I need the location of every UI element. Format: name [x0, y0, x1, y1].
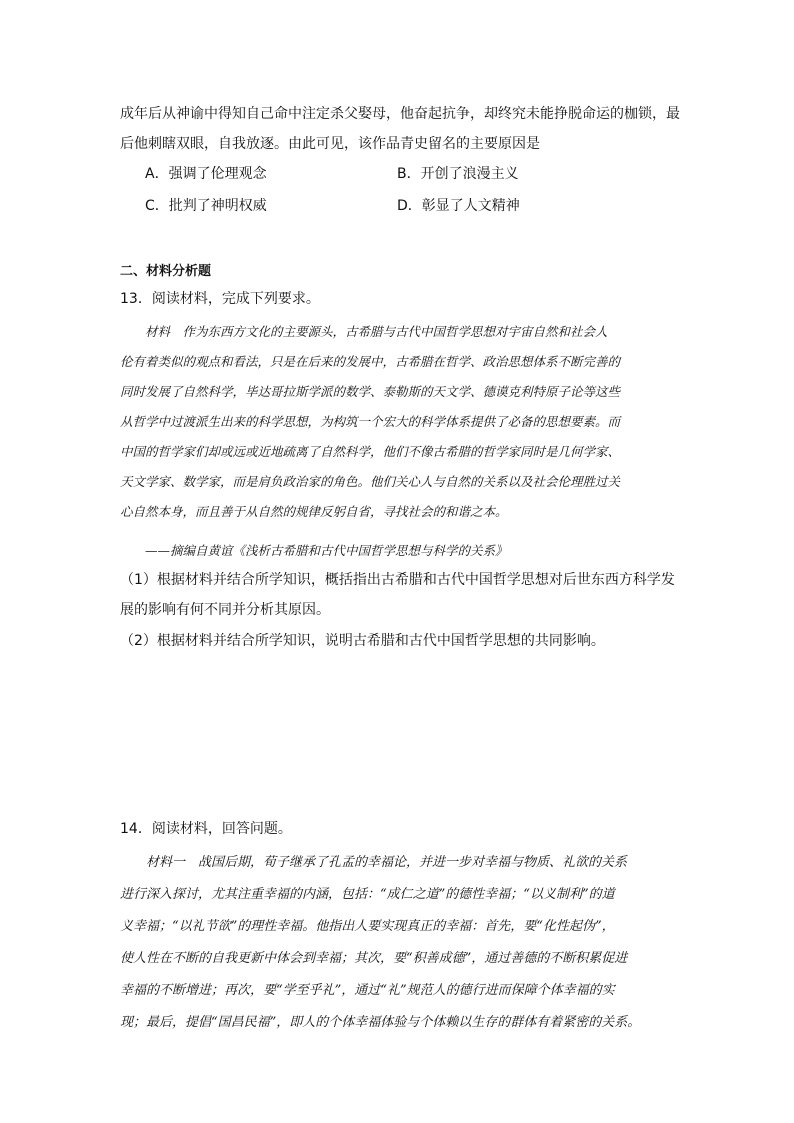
- q14-material-line: 义幸福；“以礼节欲”的理性幸福。他指出人要实现真正的幸福：首先，要“化性起伪”，: [120, 919, 615, 934]
- q13-subquestion-1-line-1: （1）根据材料并结合所学知识，概括指出古希腊和古代中国哲学思想对后世东西方科学发: [120, 572, 675, 588]
- q12-option-d: D．彰显了人文精神: [397, 198, 520, 214]
- q14-material-line: 使人性在不断的自我更新中体会到幸福；其次，要“积善成德”，通过善德的不断积累促进: [120, 951, 628, 966]
- q14-material-line: 进行深入探讨，尤其注重幸福的内涵，包括：“成仁之道”的德性幸福；“以义制利”的道: [120, 887, 615, 902]
- q13-material-line: 中国的哲学家们却或远或近地疏离了自然科学，他们不像古希腊的哲学家同时是几何学家、: [120, 444, 621, 459]
- q13-stem: 13．阅读材料，完成下列要求。: [120, 291, 320, 307]
- q12-stem-line-1: 成年后从神谕中得知自己命中注定杀父娶母，他奋起抗争，却终究未能挣脱命运的枷锁，最: [120, 106, 680, 122]
- q14-material-line: 幸福的不断增进；再次，要“学至乎礼”，通过“礼”规范人的德行进而保障个体幸福的实: [120, 983, 615, 998]
- q13-material-line: 从哲学中过渡派生出来的科学思想，为构筑一个宏大的科学体系提供了必备的思想要素。而: [120, 414, 621, 429]
- q12-option-b: B．开创了浪漫主义: [397, 166, 519, 182]
- q13-material-line: 同时发展了自然科学，毕达哥拉斯学派的数学、泰勒斯的天文学、德谟克利特原子论等这些: [120, 384, 621, 399]
- q13-material-line: 伦有着类似的观点和看法，只是在后来的发展中，古希腊在哲学、政治思想体系不断完善的: [120, 354, 621, 369]
- q13-source: ——摘编自黄谊《浅析古希腊和古代中国哲学思想与科学的关系》: [145, 543, 508, 558]
- section-heading: 二、材料分析题: [120, 264, 212, 279]
- q12-option-a: A．强调了伦理观念: [145, 166, 267, 182]
- q13-material-line: 材料 作为东西方文化的主要源头，古希腊与古代中国哲学思想对宇宙自然和社会人: [120, 324, 608, 339]
- q14-material-line: 现；最后，提倡“国昌民福”，即人的个体幸福体验与个体赖以生存的群体有着紧密的关系。: [120, 1015, 641, 1030]
- q14-material-line: 材料一 战国后期，荀子继承了孔孟的幸福论，并进一步对幸福与物质、礼欲的关系: [120, 855, 628, 870]
- q12-stem-line-2: 后他刺瞎双眼，自我放逐。由此可见，该作品青史留名的主要原因是: [120, 136, 540, 152]
- q13-subquestion-2: （2）根据材料并结合所学知识，说明古希腊和古代中国哲学思想的共同影响。: [120, 633, 605, 649]
- q12-option-c: C．批判了神明权威: [145, 198, 267, 214]
- q13-subquestion-1-line-2: 展的影响有何不同并分析其原因。: [120, 602, 330, 618]
- q13-material-line: 天文学家、数学家，而是肩负政治家的角色。他们关心人与自然的关系以及社会伦理胜过关: [120, 474, 621, 489]
- q14-stem: 14．阅读材料，回答问题。: [120, 821, 292, 837]
- q13-material-line: 心自然本身，而且善于从自然的规律反躬自省，寻找社会的和谐之本。: [120, 504, 508, 519]
